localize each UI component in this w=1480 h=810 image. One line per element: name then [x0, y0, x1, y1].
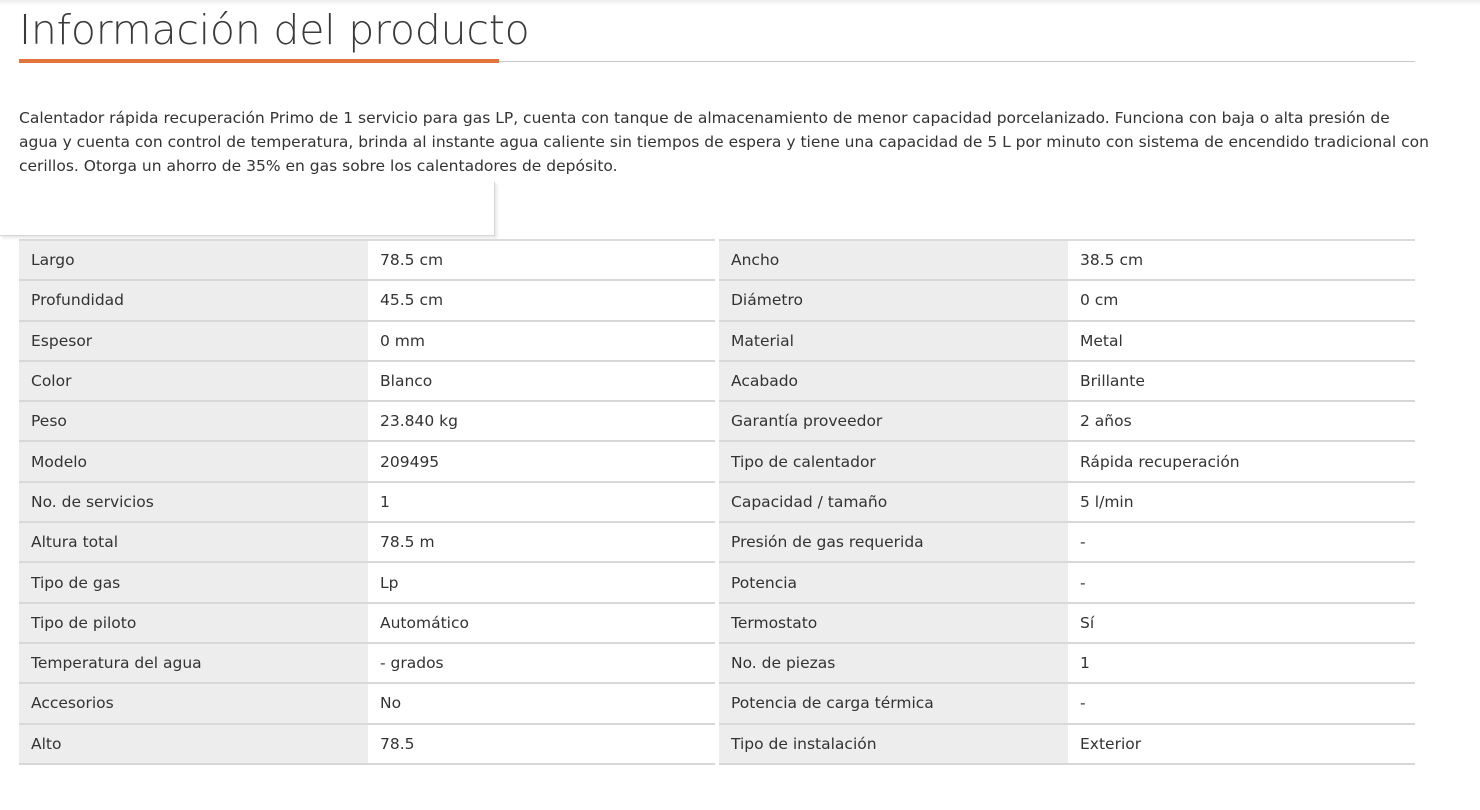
spec-label: Temperatura del agua [19, 644, 368, 682]
spec-label: Tipo de piloto [19, 604, 368, 642]
spec-value: 209495 [368, 442, 715, 480]
spec-table-left [19, 239, 715, 765]
spec-row [719, 281, 1415, 321]
spec-row [719, 402, 1415, 442]
spec-row [19, 322, 715, 362]
spec-label: Espesor [19, 322, 368, 360]
spec-label: Garantía proveedor [719, 402, 1068, 440]
spec-row [19, 362, 715, 402]
spec-value: 78.5 m [368, 523, 715, 561]
page-title: Información del producto [19, 6, 530, 54]
spec-row [719, 442, 1415, 482]
spec-row [719, 523, 1415, 563]
spec-value: Automático [368, 604, 715, 642]
spec-label: Tipo de gas [19, 563, 368, 601]
spec-label: Tipo de instalación [719, 725, 1068, 763]
spec-label: Potencia de carga térmica [719, 684, 1068, 722]
spec-label: Acabado [719, 362, 1068, 400]
spec-row [19, 725, 715, 765]
spec-row [719, 322, 1415, 362]
spec-row [19, 523, 715, 563]
spec-value: 78.5 [368, 725, 715, 763]
spec-value: - grados [368, 644, 715, 682]
spec-label: Termostato [719, 604, 1068, 642]
spec-label: Diámetro [719, 281, 1068, 319]
spec-value: 78.5 cm [368, 241, 715, 279]
spec-value: - [1068, 684, 1415, 722]
spec-value: 1 [1068, 644, 1415, 682]
spec-row [719, 362, 1415, 402]
spec-row [19, 442, 715, 482]
spec-value: 1 [368, 483, 715, 521]
spec-value: 0 cm [1068, 281, 1415, 319]
spec-value: 23.840 kg [368, 402, 715, 440]
spec-label: Material [719, 322, 1068, 360]
spec-label: Peso [19, 402, 368, 440]
spec-row [19, 604, 715, 644]
spec-value: 45.5 cm [368, 281, 715, 319]
spec-label: Color [19, 362, 368, 400]
spec-value: 2 años [1068, 402, 1415, 440]
spec-row [19, 684, 715, 724]
spec-label: Largo [19, 241, 368, 279]
spec-row [719, 241, 1415, 281]
spec-label: Potencia [719, 563, 1068, 601]
spec-row [19, 483, 715, 523]
spec-value: Sí [1068, 604, 1415, 642]
product-description: Calentador rápida recuperación Primo de 1 servicio para gas LP, cuenta con tanque de almacenamiento de menor capacidad porcelanizado. Funciona con baja o alta presión de agua y cuenta con control de temperatura, brinda al instante agua caliente sin tiempos de espera y tiene una capacidad de 5 L por minuto con sistema de encendido tradicional con cerillos. Otorga un ahorro de 35% en gas sobre los calentadores de depósito. [19, 109, 1429, 175]
spec-value: 0 mm [368, 322, 715, 360]
spec-value: No [368, 684, 715, 722]
spec-value: Exterior [1068, 725, 1415, 763]
spec-label: Alto [19, 725, 368, 763]
spec-value: Rápida recuperación [1068, 442, 1415, 480]
spec-label: Profundidad [19, 281, 368, 319]
spec-label: No. de servicios [19, 483, 368, 521]
spec-value: - [1068, 563, 1415, 601]
spec-label: Modelo [19, 442, 368, 480]
spec-row [719, 644, 1415, 684]
spec-value: Blanco [368, 362, 715, 400]
spec-label: No. de piezas [719, 644, 1068, 682]
section-header [19, 0, 1415, 62]
spec-value: 5 l/min [1068, 483, 1415, 521]
description-panel-edge [0, 182, 495, 236]
spec-row [19, 563, 715, 603]
spec-label: Accesorios [19, 684, 368, 722]
spec-row [19, 241, 715, 281]
spec-row [719, 563, 1415, 603]
spec-table-right [719, 239, 1415, 765]
spec-row [719, 725, 1415, 765]
spec-value: Brillante [1068, 362, 1415, 400]
spec-row [719, 684, 1415, 724]
spec-value: Metal [1068, 322, 1415, 360]
spec-label: Altura total [19, 523, 368, 561]
spec-value: 38.5 cm [1068, 241, 1415, 279]
spec-row [19, 281, 715, 321]
spec-label: Ancho [719, 241, 1068, 279]
spec-row [19, 644, 715, 684]
spec-label: Tipo de calentador [719, 442, 1068, 480]
spec-row [19, 402, 715, 442]
spec-value: - [1068, 523, 1415, 561]
spec-label: Capacidad / tamaño [719, 483, 1068, 521]
spec-row [719, 483, 1415, 523]
spec-value: Lp [368, 563, 715, 601]
spec-label: Presión de gas requerida [719, 523, 1068, 561]
title-accent-underline [19, 59, 499, 63]
spec-row [719, 604, 1415, 644]
